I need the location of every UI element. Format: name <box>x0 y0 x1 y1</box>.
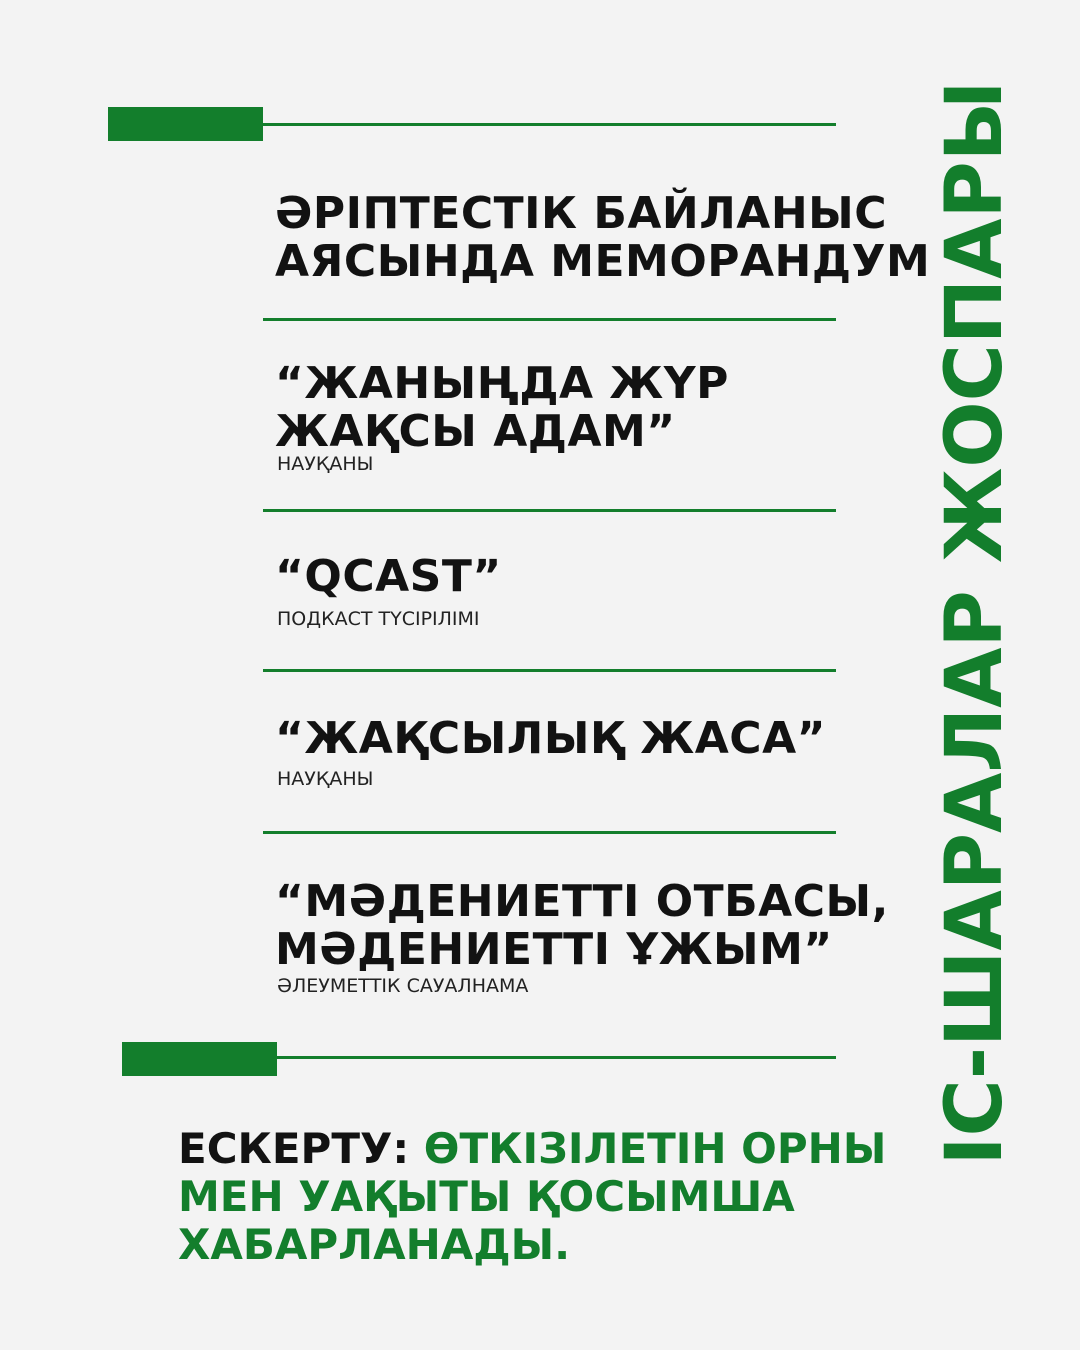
item-1-title-line-1: ӘРІПТЕСТІК БАЙЛАНЫС <box>275 188 888 239</box>
item-2-title <box>275 360 729 456</box>
item-4-title <box>275 715 826 763</box>
divider-4 <box>263 831 836 834</box>
item-3-title-line-1: “QCAST” <box>275 551 502 602</box>
item-5-title-line-2: МӘДЕНИЕТТІ ҰЖЫМ” <box>275 924 833 975</box>
item-3-subtitle: ПОДКАСТ ТҮСІРІЛІМІ <box>277 608 480 630</box>
note-text-1: ӨТКІЗІЛЕТІН ОРНЫ <box>423 1124 887 1173</box>
note-line-1 <box>178 1125 886 1173</box>
item-4-subtitle: НАУҚАНЫ <box>277 768 374 790</box>
divider-2 <box>263 509 836 512</box>
top-rule <box>263 123 836 126</box>
note-label: ЕСКЕРТУ: <box>178 1124 410 1173</box>
bottom-accent-bar <box>122 1042 277 1076</box>
note-text-3: ХАБАРЛАНАДЫ. <box>178 1220 571 1269</box>
item-4-title-line-1: “ЖАҚСЫЛЫҚ ЖАСА” <box>275 713 827 764</box>
top-accent-bar <box>108 107 263 141</box>
note-block <box>178 1125 886 1269</box>
item-1-title-line-2: АЯСЫНДА МЕМОРАНДУМ <box>275 236 931 287</box>
item-1-title <box>275 190 930 286</box>
item-5-subtitle: ӘЛЕУМЕТТІК САУАЛНАМА <box>277 975 529 997</box>
item-5-title <box>275 878 889 974</box>
divider-3 <box>263 669 836 672</box>
bottom-rule <box>277 1056 836 1059</box>
item-2-subtitle: НАУҚАНЫ <box>277 453 374 475</box>
item-5-title-line-1: “МӘДЕНИЕТТІ ОТБАСЫ, <box>275 876 889 927</box>
item-2-title-line-2: ЖАҚСЫ АДАМ” <box>275 406 676 457</box>
divider-1 <box>263 318 836 321</box>
vertical-title: ІС-ШАРАЛАР ЖОСПАРЫ <box>930 80 1020 1166</box>
note-text-2: МЕН УАҚЫТЫ ҚОСЫМША <box>178 1172 795 1221</box>
item-2-title-line-1: “ЖАНЫҢДА ЖҮР <box>275 358 729 409</box>
item-3-title <box>275 553 502 601</box>
